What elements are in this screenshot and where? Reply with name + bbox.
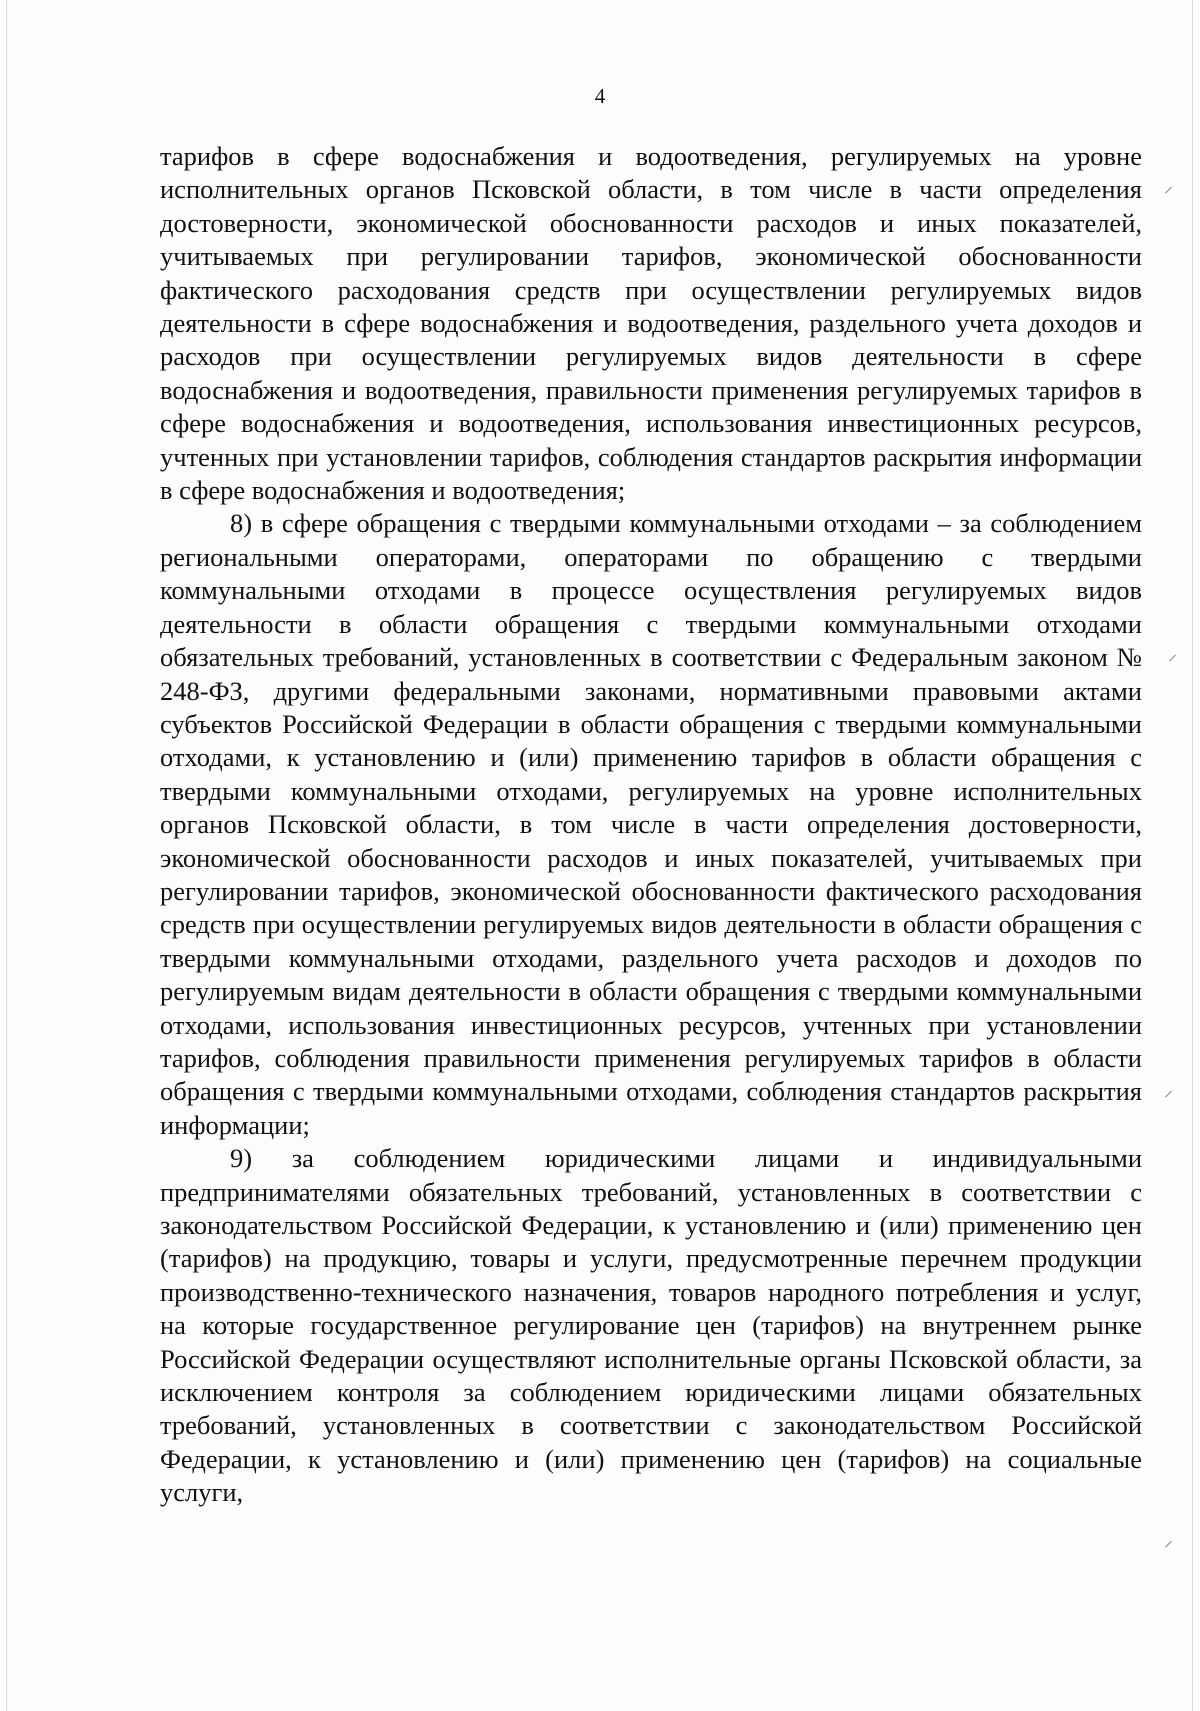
paragraph-item-9: 9) за соблюдением юридическими лицами и индивидуальными предпринимателями обязательных требований, установленных в соответствии с законодательством Российской Федерации, к установлению и (или) применению цен (тарифов) на продукцию, товары и услуги, предусмотренные перечнем продукции производственно-технического назначения, товаров народного потребления и услуг, на которые государственное регулирование цен (тарифов) на внутреннем рынке Российской Федерации осуществляют исполнительные органы Псковской области, за исключением контроля за соблюдением юридическими лицами обязательных требований, установленных в соответствии с законодательством Российской Федерации, к установлению и (или) применению цен (тарифов) на социальные услуги,	[160, 1143, 1142, 1508]
scan-mark: ⸝	[1168, 644, 1177, 664]
scan-edge-right	[1192, 0, 1193, 1711]
paragraph-item-8: 8) в сфере обращения с твердыми коммунальными отходами – за соблюдением региональными операторами, операторами по обращению с твердыми коммунальными отходами в процессе осуществления регулируемых видов деятельности в области обращения с твердыми коммунальными отходами обязательных требований, установленных в соответствии с Федеральным законом № 248-ФЗ, другими федеральными законами, нормативными правовыми актами субъектов Российской Федерации в области обращения с твердыми коммунальными отходами, к установлению и (или) применению тарифов в области обращения с твердыми коммунальными отходами, регулируемых на уровне исполнительных органов Псковской области, в том числе в части определения достоверности, экономической обоснованности расходов и иных показателей, учитываемых при регулировании тарифов, экономической обоснованности фактического расходования средств при осуществлении регулируемых видов деятельности в области обращения с твердыми коммунальными отходами, раздельного учета расходов и доходов по регулируемым видам деятельности в области обращения с твердыми коммунальными отходами, использования инвестиционных ресурсов, учтенных при установлении тарифов, соблюдения правильности применения регулируемых тарифов в области обращения с твердыми коммунальными отходами, соблюдения стандартов раскрытия информации;	[160, 508, 1142, 1140]
document-body	[160, 140, 1142, 1510]
scan-mark: ⸝	[1164, 176, 1173, 196]
scan-mark: ⸝	[1164, 1080, 1173, 1100]
paragraph-continuation: тарифов в сфере водоснабжения и водоотведения, регулируемых на уровне исполнительных органов Псковской области, в том числе в части определения достоверности, экономической обоснованности расходов и иных показателей, учитываемых при регулировании тарифов, экономической обоснованности фактического расходования средств при осуществлении регулируемых видов деятельности в сфере водоснабжения и водоотведения, раздельного учета доходов и расходов при осуществлении регулируемых видов деятельности в сфере водоснабжения и водоотведения, правильности применения регулируемых тарифов в сфере водоснабжения и водоотведения, использования инвестиционных ресурсов, учтенных при установлении тарифов, соблюдения стандартов раскрытия информации в сфере водоснабжения и водоотведения;	[160, 141, 1142, 506]
scan-mark: ⸝	[1164, 1530, 1173, 1550]
scan-edge-left	[6, 0, 7, 1711]
page-number: 4	[594, 84, 606, 108]
